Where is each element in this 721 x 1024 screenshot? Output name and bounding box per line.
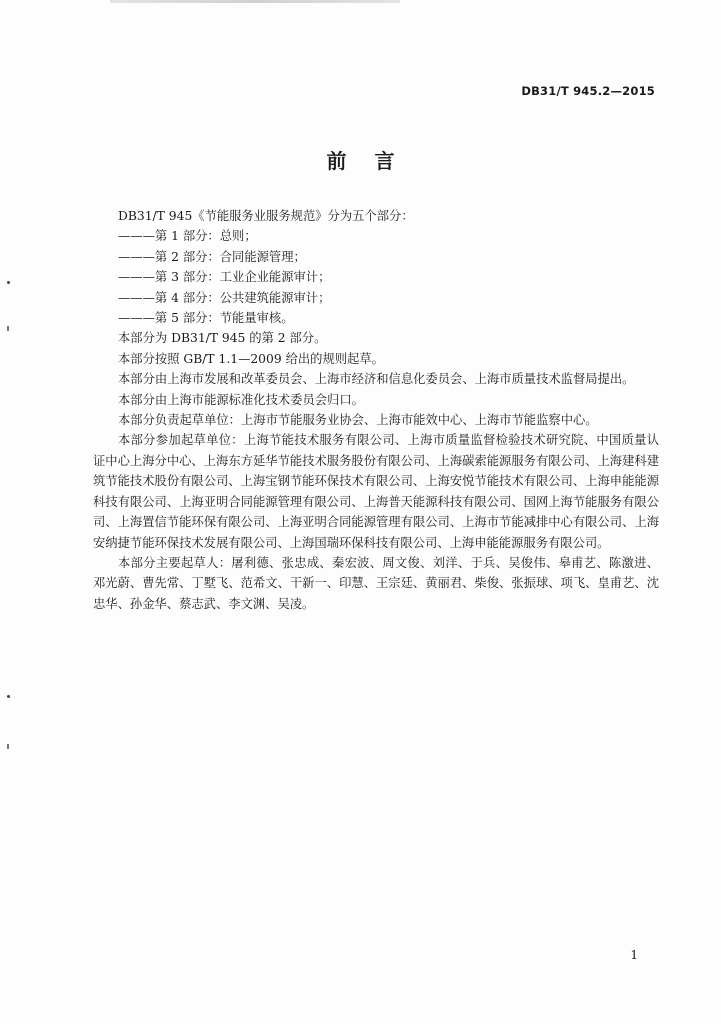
scan-margin-dot — [7, 695, 10, 698]
list-item-part-1: ———第 1 部分：总则； — [118, 229, 257, 244]
list-item-part-5: ———第 5 部分：节能量审核。 — [118, 311, 294, 326]
page-number: 1 — [630, 948, 638, 962]
intro-paragraph: DB31/T 945《节能服务业服务规范》分为五个部分： — [118, 209, 414, 223]
page-title: 前言 — [326, 149, 423, 173]
drafting-rules-paragraph: 本部分按照 GB/T 1.1—2009 给出的规则起草。 — [118, 351, 384, 366]
scan-margin-tick — [7, 326, 9, 331]
managed-by-paragraph: 本部分由上海市能源标准化技术委员会归口。 — [118, 392, 364, 407]
foreword-body — [93, 206, 659, 614]
proposed-by-paragraph: 本部分由上海市发展和改革委员会、上海市经济和信息化委员会、上海市质量技术监督局提出。 — [118, 372, 635, 387]
main-drafters-paragraph: 本部分主要起草人：屠利德、张忠成、秦宏波、周文俊、刘洋、于兵、吴俊伟、皋甫艺、陈激进、邓光蔚、曹先常、丁墅飞、范希文、干新一、印慧、王宗廷、黄丽君、柴俊、张振球、项飞、皇甫艺、沈忠华、孙金华、蔡志武、李文渊、吴凌。 — [93, 555, 659, 611]
list-item-part-3: ———第 3 部分：工业企业能源审计； — [118, 270, 331, 285]
scan-margin-tick — [7, 744, 9, 749]
scan-margin-dot — [7, 281, 10, 284]
list-item-part-2: ———第 2 部分：合同能源管理； — [118, 249, 306, 264]
participating-units-paragraph: 本部分参加起草单位：上海节能技术服务有限公司、上海市质量监督检验技术研究院、中国质量认证中心上海分中心、上海东方延华节能技术服务股份有限公司、上海碳索能源服务有限公司、上海建科建筑节能技术股份有限公司、上海宝钢节能环保技术有限公司、上海安悦节能技术有限公司、上海申能能源科技有限公司、上海亚明合同能源管理有限公司、上海普天能源科技有限公司、国网上海节能服务有限公司、上海置信节能环保有限公司、上海亚明合同能源管理有限公司、上海市节能减排中心有限公司、上海安纳捷节能环保技术发展有限公司、上海国瑞环保科技有限公司、上海申能能源服务有限公司。 — [93, 433, 659, 550]
responsible-units-paragraph: 本部分负责起草单位：上海市节能服务业协会、上海市能效中心、上海市节能监察中心。 — [118, 413, 598, 428]
list-item-part-4: ———第 4 部分：公共建筑能源审计； — [118, 290, 331, 305]
this-part-paragraph: 本部分为 DB31/T 945 的第 2 部分。 — [118, 331, 327, 346]
scan-top-edge — [110, 0, 400, 3]
standard-code: DB31/T 945.2—2015 — [521, 84, 655, 98]
